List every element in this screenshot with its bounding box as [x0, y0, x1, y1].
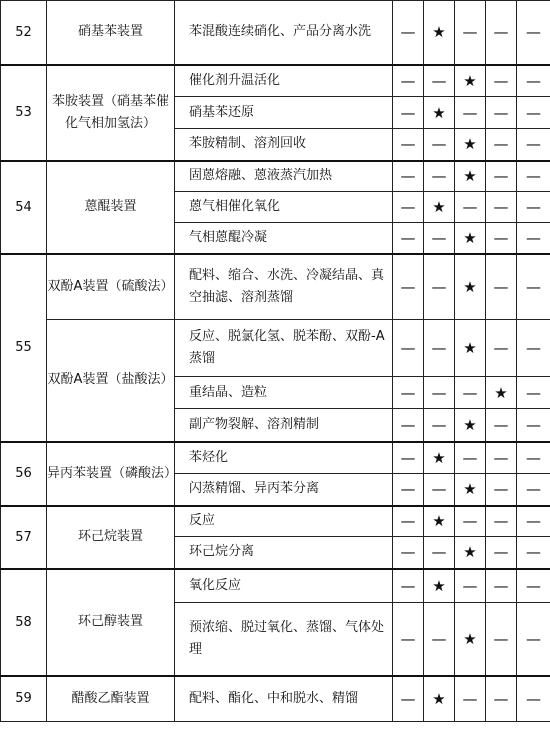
unit-name: 硝基苯装置	[47, 1, 175, 65]
mark-cell: —	[517, 1, 550, 65]
mark-cell: —	[393, 1, 424, 65]
mark-cell: —	[455, 97, 486, 129]
mark-cell: —	[486, 569, 517, 603]
mark-cell: —	[393, 161, 424, 192]
unit-name: 双酚A装置（硫酸法）	[47, 254, 175, 320]
mark-cell: —	[424, 223, 455, 254]
item-number: 59	[1, 676, 47, 722]
mark-cell: —	[517, 569, 550, 603]
unit-name: 蒽醌装置	[47, 161, 175, 254]
mark-cell: ★	[424, 442, 455, 474]
mark-cell: —	[486, 320, 517, 377]
mark-cell: —	[517, 409, 550, 442]
mark-cell: —	[393, 442, 424, 474]
mark-cell: —	[393, 474, 424, 506]
mark-cell: ★	[486, 377, 517, 409]
mark-cell: —	[393, 409, 424, 442]
mark-cell: —	[486, 65, 517, 97]
mark-cell: —	[393, 603, 424, 676]
unit-name: 环己醇装置	[47, 569, 175, 676]
mark-cell: —	[393, 377, 424, 409]
mark-cell: —	[486, 254, 517, 320]
mark-cell: —	[517, 603, 550, 676]
mark-cell: —	[455, 676, 486, 722]
item-number: 56	[1, 442, 47, 506]
mark-cell: —	[486, 474, 517, 506]
process-name: 预浓缩、脱过氧化、蒸馏、气体处理	[175, 603, 393, 676]
process-name: 反应、脱氯化氢、脱苯酚、双酚-A蒸馏	[175, 320, 393, 377]
mark-cell: —	[486, 506, 517, 537]
mark-cell: —	[517, 506, 550, 537]
mark-cell: —	[424, 377, 455, 409]
item-number: 57	[1, 506, 47, 569]
table-row	[1, 65, 550, 97]
mark-cell: —	[424, 537, 455, 569]
mark-cell: ★	[455, 129, 486, 161]
process-name: 环己烷分离	[175, 537, 393, 569]
mark-cell: ★	[455, 474, 486, 506]
mark-cell: —	[424, 603, 455, 676]
item-number: 58	[1, 569, 47, 676]
process-name: 配料、酯化、中和脱水、精馏	[175, 676, 393, 722]
unit-name: 苯胺装置（硝基苯催化气相加氢法）	[47, 65, 175, 161]
mark-cell: ★	[455, 320, 486, 377]
mark-cell: —	[486, 603, 517, 676]
process-name: 硝基苯还原	[175, 97, 393, 129]
mark-cell: —	[424, 409, 455, 442]
mark-cell: —	[393, 192, 424, 223]
mark-cell: —	[517, 192, 550, 223]
process-name: 苯混酸连续硝化、产品分离水洗	[175, 1, 393, 65]
mark-cell: —	[393, 129, 424, 161]
mark-cell: —	[486, 409, 517, 442]
mark-cell: —	[517, 676, 550, 722]
mark-cell: ★	[424, 1, 455, 65]
mark-cell: —	[455, 569, 486, 603]
mark-cell: ★	[455, 65, 486, 97]
item-number: 52	[1, 1, 47, 65]
mark-cell: —	[424, 129, 455, 161]
process-name: 蒽气相催化氧化	[175, 192, 393, 223]
process-name: 副产物裂解、溶剂精制	[175, 409, 393, 442]
mark-cell: ★	[455, 409, 486, 442]
mark-cell: —	[393, 65, 424, 97]
table-row	[1, 442, 550, 474]
mark-cell: —	[424, 161, 455, 192]
unit-name: 双酚A装置（盐酸法）	[47, 320, 175, 442]
mark-cell: ★	[424, 192, 455, 223]
table-row	[1, 569, 550, 603]
process-name: 固蒽熔融、蒽液蒸汽加热	[175, 161, 393, 192]
mark-cell: —	[486, 97, 517, 129]
mark-cell: ★	[455, 223, 486, 254]
mark-cell: —	[517, 223, 550, 254]
mark-cell: —	[517, 537, 550, 569]
mark-cell: —	[486, 192, 517, 223]
mark-cell: —	[517, 65, 550, 97]
process-name: 氧化反应	[175, 569, 393, 603]
mark-cell: —	[486, 223, 517, 254]
mark-cell: ★	[455, 603, 486, 676]
mark-cell: —	[393, 569, 424, 603]
item-number: 53	[1, 65, 47, 161]
mark-cell: —	[517, 377, 550, 409]
mark-cell: ★	[424, 676, 455, 722]
mark-cell: ★	[455, 161, 486, 192]
mark-cell: —	[517, 129, 550, 161]
mark-cell: —	[486, 537, 517, 569]
process-name: 气相蒽醌冷凝	[175, 223, 393, 254]
process-name: 重结晶、造粒	[175, 377, 393, 409]
mark-cell: —	[486, 161, 517, 192]
mark-cell: —	[455, 1, 486, 65]
mark-cell: —	[486, 442, 517, 474]
mark-cell: —	[455, 377, 486, 409]
unit-name: 环己烷装置	[47, 506, 175, 569]
unit-name: 醋酸乙酯装置	[47, 676, 175, 722]
mark-cell: ★	[424, 569, 455, 603]
mark-cell: —	[393, 506, 424, 537]
mark-cell: —	[424, 474, 455, 506]
mark-cell: —	[517, 474, 550, 506]
mark-cell: —	[393, 97, 424, 129]
mark-cell: —	[517, 161, 550, 192]
process-name: 催化剂升温活化	[175, 65, 393, 97]
process-name: 苯胺精制、溶剂回收	[175, 129, 393, 161]
mark-cell: —	[393, 254, 424, 320]
mark-cell: ★	[455, 254, 486, 320]
unit-name: 异丙苯装置（磷酸法）	[47, 442, 175, 506]
mark-cell: —	[424, 65, 455, 97]
mark-cell: —	[517, 320, 550, 377]
mark-cell: —	[486, 676, 517, 722]
mark-cell: —	[424, 254, 455, 320]
mark-cell: —	[424, 320, 455, 377]
mark-cell: —	[455, 506, 486, 537]
mark-cell: —	[455, 192, 486, 223]
table-row	[1, 676, 550, 722]
table-row	[1, 320, 550, 377]
mark-cell: ★	[455, 537, 486, 569]
mark-cell: —	[455, 442, 486, 474]
mark-cell: —	[393, 223, 424, 254]
process-name: 苯烃化	[175, 442, 393, 474]
mark-cell: —	[517, 442, 550, 474]
item-number: 55	[1, 254, 47, 442]
process-name: 配料、缩合、水洗、冷凝结晶、真空抽滤、溶剂蒸馏	[175, 254, 393, 320]
mark-cell: —	[517, 254, 550, 320]
table-row	[1, 1, 550, 65]
table-row	[1, 506, 550, 537]
mark-cell: —	[393, 537, 424, 569]
process-name: 闪蒸精馏、异丙苯分离	[175, 474, 393, 506]
mark-cell: —	[393, 320, 424, 377]
mark-cell: —	[393, 676, 424, 722]
mark-cell: ★	[424, 97, 455, 129]
mark-cell: —	[486, 1, 517, 65]
table-row	[1, 161, 550, 192]
mark-cell: —	[517, 97, 550, 129]
process-name: 反应	[175, 506, 393, 537]
table-row	[1, 254, 550, 320]
item-number: 54	[1, 161, 47, 254]
mark-cell: —	[486, 129, 517, 161]
mark-cell: ★	[424, 506, 455, 537]
